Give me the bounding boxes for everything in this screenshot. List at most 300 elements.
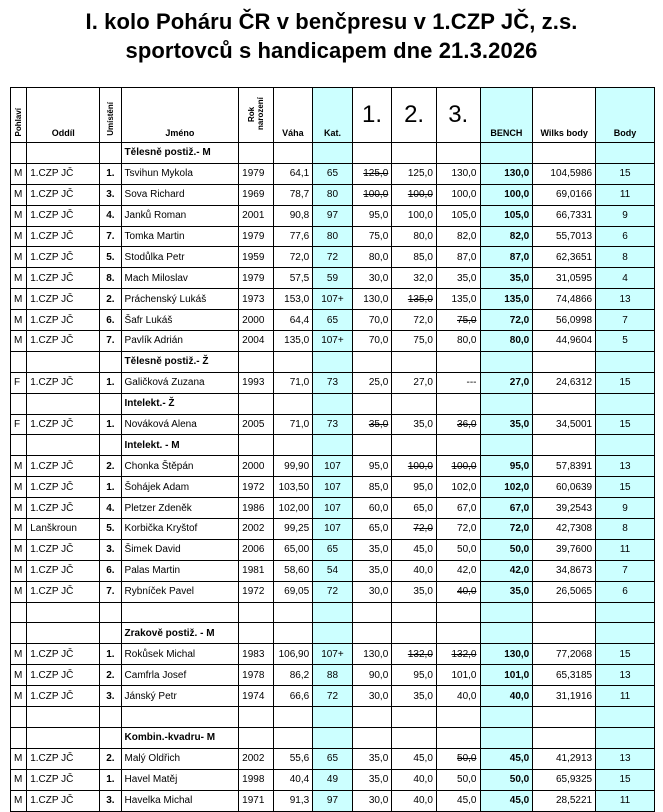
cell-club: 1.CZP JČ	[27, 289, 100, 310]
cell-weight: 153,0	[273, 289, 313, 310]
cell-points: 13	[596, 665, 655, 686]
cell-place: 3.	[100, 790, 121, 811]
cell-points: 15	[596, 163, 655, 184]
cell-attempt-2: 35,0	[392, 686, 437, 707]
cell-bench: 135,0	[480, 289, 533, 310]
cell-year: 2000	[239, 310, 273, 331]
cell-attempt-1: 35,0	[352, 539, 392, 560]
cell-wilks: 24,6312	[533, 372, 596, 393]
cell-place: 1.	[100, 372, 121, 393]
cell-points: 15	[596, 372, 655, 393]
cell-name: Pletzer Zdeněk	[121, 498, 239, 519]
cell-year: 1979	[239, 163, 273, 184]
cell-club: 1.CZP JČ	[27, 163, 100, 184]
cell-attempt-3: 82,0	[436, 226, 480, 247]
cell-attempt-2: 35,0	[392, 581, 437, 602]
cell-attempt-3: 100,0	[436, 184, 480, 205]
category-row	[11, 143, 655, 164]
cell-empty	[27, 623, 100, 644]
cell-bench: 87,0	[480, 247, 533, 268]
cell-attempt-3: 35,0	[436, 268, 480, 289]
table-row	[11, 560, 655, 581]
cell-wilks: 69,0166	[533, 184, 596, 205]
cell-place: 1.	[100, 414, 121, 435]
cell-points: 8	[596, 247, 655, 268]
cell-year: 1979	[239, 226, 273, 247]
cell-attempt-1: 35,0	[352, 769, 392, 790]
cell-empty	[480, 707, 533, 728]
cell-name: Mach Miloslav	[121, 268, 239, 289]
cell-name: Práchenský Lukáš	[121, 289, 239, 310]
cell-name: Galičková Zuzana	[121, 372, 239, 393]
cell-empty	[480, 143, 533, 164]
cell-sex: F	[11, 372, 27, 393]
cell-wilks: 62,3651	[533, 247, 596, 268]
cell-attempt-3: 72,0	[436, 519, 480, 540]
cell-club: 1.CZP JČ	[27, 644, 100, 665]
cell-bench: 130,0	[480, 163, 533, 184]
cell-empty	[313, 393, 353, 414]
cell-attempt-3: ---	[436, 372, 480, 393]
cell-name: Nováková Alena	[121, 414, 239, 435]
cell-attempt-3: 40,0	[436, 581, 480, 602]
cell-weight: 103,50	[273, 477, 313, 498]
cell-attempt-1: 30,0	[352, 268, 392, 289]
table-row	[11, 769, 655, 790]
cell-empty	[533, 623, 596, 644]
cell-year: 2000	[239, 456, 273, 477]
cell-wilks: 57,8391	[533, 456, 596, 477]
cell-wilks: 31,1916	[533, 686, 596, 707]
cell-year: 1959	[239, 247, 273, 268]
cell-sex: M	[11, 205, 27, 226]
header-attempt-3: 3.	[436, 88, 480, 143]
cell-empty	[11, 727, 27, 748]
cell-year: 1986	[239, 498, 273, 519]
cell-empty	[11, 143, 27, 164]
cell-place: 1.	[100, 769, 121, 790]
cell-points: 15	[596, 477, 655, 498]
cell-empty	[352, 623, 392, 644]
cell-empty	[596, 143, 655, 164]
cell-club: 1.CZP JČ	[27, 477, 100, 498]
cell-sex: M	[11, 289, 27, 310]
table-row	[11, 184, 655, 205]
cell-attempt-2: 45,0	[392, 539, 437, 560]
cell-category: 88	[313, 665, 353, 686]
table-row	[11, 665, 655, 686]
header-bench: BENCH	[480, 88, 533, 143]
cell-attempt-3: 45,0	[436, 790, 480, 811]
cell-category: 65	[313, 310, 353, 331]
cell-empty	[100, 707, 121, 728]
cell-category: 72	[313, 247, 353, 268]
cell-attempt-1: 80,0	[352, 247, 392, 268]
cell-empty	[27, 727, 100, 748]
cell-empty	[313, 623, 353, 644]
cell-category: 59	[313, 268, 353, 289]
cell-attempt-2: 95,0	[392, 665, 437, 686]
table-row	[11, 686, 655, 707]
cell-sex: M	[11, 247, 27, 268]
cell-club: 1.CZP JČ	[27, 686, 100, 707]
cell-place: 2.	[100, 748, 121, 769]
cell-category: 97	[313, 790, 353, 811]
cell-attempt-3: 36,0	[436, 414, 480, 435]
cell-points: 7	[596, 310, 655, 331]
cell-category: 80	[313, 226, 353, 247]
cell-sex: M	[11, 748, 27, 769]
cell-name: Rybníček Pavel	[121, 581, 239, 602]
cell-place: 7.	[100, 226, 121, 247]
cell-weight: 55,6	[273, 748, 313, 769]
cell-wilks: 60,0639	[533, 477, 596, 498]
cell-weight: 135,0	[273, 331, 313, 352]
cell-category: 107	[313, 456, 353, 477]
cell-sex: M	[11, 456, 27, 477]
cell-empty	[239, 393, 273, 414]
cell-empty	[352, 602, 392, 623]
cell-club: 1.CZP JČ	[27, 498, 100, 519]
table-row	[11, 268, 655, 289]
cell-year: 1981	[239, 560, 273, 581]
cell-year: 2005	[239, 414, 273, 435]
cell-bench: 27,0	[480, 372, 533, 393]
table-row	[11, 289, 655, 310]
blank-row	[11, 602, 655, 623]
cell-attempt-2: 72,0	[392, 519, 437, 540]
cell-empty	[392, 623, 437, 644]
cell-attempt-1: 130,0	[352, 289, 392, 310]
header-pohlavi: Pohlaví	[11, 88, 27, 143]
cell-category: 107	[313, 519, 353, 540]
cell-wilks: 77,2068	[533, 644, 596, 665]
cell-empty	[596, 727, 655, 748]
category-label: Intelekt.- Ž	[121, 393, 239, 414]
cell-empty	[436, 602, 480, 623]
cell-club: 1.CZP JČ	[27, 581, 100, 602]
cell-weight: 99,90	[273, 456, 313, 477]
cell-empty	[480, 623, 533, 644]
cell-name: Šafr Lukáš	[121, 310, 239, 331]
category-label: Kombin.-kvadru- M	[121, 727, 239, 748]
cell-attempt-2: 72,0	[392, 310, 437, 331]
cell-club: 1.CZP JČ	[27, 769, 100, 790]
cell-empty	[596, 393, 655, 414]
cell-empty	[11, 435, 27, 456]
cell-attempt-1: 60,0	[352, 498, 392, 519]
cell-category: 73	[313, 414, 353, 435]
cell-year: 1972	[239, 477, 273, 498]
cell-attempt-1: 90,0	[352, 665, 392, 686]
cell-empty	[273, 351, 313, 372]
cell-bench: 35,0	[480, 414, 533, 435]
cell-points: 11	[596, 686, 655, 707]
cell-category: 65	[313, 163, 353, 184]
cell-points: 6	[596, 226, 655, 247]
cell-attempt-1: 100,0	[352, 184, 392, 205]
cell-empty	[313, 143, 353, 164]
cell-category: 107+	[313, 331, 353, 352]
cell-club: 1.CZP JČ	[27, 310, 100, 331]
cell-points: 15	[596, 769, 655, 790]
cell-empty	[596, 351, 655, 372]
cell-name: Korbička Kryštof	[121, 519, 239, 540]
cell-empty	[392, 602, 437, 623]
category-label: Intelekt. - M	[121, 435, 239, 456]
header-rok: Rok narození	[239, 88, 273, 143]
cell-category: 65	[313, 748, 353, 769]
cell-bench: 67,0	[480, 498, 533, 519]
table-row	[11, 414, 655, 435]
cell-wilks: 74,4866	[533, 289, 596, 310]
cell-place: 5.	[100, 247, 121, 268]
cell-empty	[100, 623, 121, 644]
cell-weight: 72,0	[273, 247, 313, 268]
header-oddil: Oddíl	[27, 88, 100, 143]
cell-empty	[480, 435, 533, 456]
cell-empty	[533, 602, 596, 623]
cell-club: 1.CZP JČ	[27, 748, 100, 769]
cell-sex: M	[11, 686, 27, 707]
cell-club: 1.CZP JČ	[27, 456, 100, 477]
header-jmeno: Jméno	[121, 88, 239, 143]
cell-club: 1.CZP JČ	[27, 247, 100, 268]
cell-sex: M	[11, 310, 27, 331]
cell-points: 9	[596, 205, 655, 226]
cell-attempt-2: 132,0	[392, 644, 437, 665]
cell-bench: 100,0	[480, 184, 533, 205]
cell-attempt-1: 125,0	[352, 163, 392, 184]
cell-attempt-3: 40,0	[436, 686, 480, 707]
cell-bench: 72,0	[480, 519, 533, 540]
cell-empty	[392, 435, 437, 456]
cell-points: 5	[596, 331, 655, 352]
category-row	[11, 351, 655, 372]
cell-attempt-3: 42,0	[436, 560, 480, 581]
cell-wilks: 39,7600	[533, 539, 596, 560]
cell-weight: 58,60	[273, 560, 313, 581]
cell-empty	[273, 435, 313, 456]
results-table	[10, 87, 655, 812]
cell-year: 1979	[239, 268, 273, 289]
category-row	[11, 623, 655, 644]
cell-sex: M	[11, 644, 27, 665]
cell-wilks: 34,5001	[533, 414, 596, 435]
cell-year: 1998	[239, 769, 273, 790]
cell-place: 6.	[100, 310, 121, 331]
cell-empty	[11, 393, 27, 414]
cell-attempt-2: 40,0	[392, 560, 437, 581]
cell-sex: M	[11, 560, 27, 581]
cell-empty	[596, 707, 655, 728]
cell-wilks: 104,5986	[533, 163, 596, 184]
cell-club: 1.CZP JČ	[27, 414, 100, 435]
cell-attempt-3: 132,0	[436, 644, 480, 665]
table-row	[11, 205, 655, 226]
cell-empty	[480, 727, 533, 748]
cell-club: 1.CZP JČ	[27, 226, 100, 247]
cell-attempt-2: 100,0	[392, 184, 437, 205]
cell-attempt-2: 85,0	[392, 247, 437, 268]
cell-bench: 130,0	[480, 644, 533, 665]
cell-club: 1.CZP JČ	[27, 372, 100, 393]
table-row	[11, 247, 655, 268]
cell-year: 2002	[239, 519, 273, 540]
cell-year: 1993	[239, 372, 273, 393]
cell-points: 13	[596, 748, 655, 769]
cell-attempt-1: 65,0	[352, 519, 392, 540]
cell-attempt-1: 35,0	[352, 748, 392, 769]
cell-year: 2001	[239, 205, 273, 226]
cell-attempt-1: 75,0	[352, 226, 392, 247]
cell-wilks: 34,8673	[533, 560, 596, 581]
cell-place: 2.	[100, 665, 121, 686]
cell-attempt-2: 27,0	[392, 372, 437, 393]
cell-empty	[27, 393, 100, 414]
table-row	[11, 539, 655, 560]
cell-attempt-1: 35,0	[352, 414, 392, 435]
cell-attempt-2: 125,0	[392, 163, 437, 184]
cell-empty	[313, 707, 353, 728]
cell-attempt-2: 32,0	[392, 268, 437, 289]
category-label: Zrakově postiž. - M	[121, 623, 239, 644]
cell-empty	[273, 143, 313, 164]
page-title-line1: I. kolo Poháru ČR v benčpresu v 1.CZP JČ, z.s.	[85, 9, 578, 34]
cell-weight: 91,3	[273, 790, 313, 811]
cell-attempt-2: 45,0	[392, 748, 437, 769]
cell-points: 13	[596, 456, 655, 477]
cell-bench: 50,0	[480, 769, 533, 790]
category-row	[11, 393, 655, 414]
cell-place: 1.	[100, 477, 121, 498]
cell-empty	[100, 143, 121, 164]
cell-empty	[480, 393, 533, 414]
cell-empty	[313, 602, 353, 623]
cell-name: Havel Matěj	[121, 769, 239, 790]
cell-attempt-1: 30,0	[352, 581, 392, 602]
cell-weight: 65,00	[273, 539, 313, 560]
cell-name: Rokůsek Michal	[121, 644, 239, 665]
cell-year: 2004	[239, 331, 273, 352]
cell-name: Šohájek Adam	[121, 477, 239, 498]
cell-sex: M	[11, 226, 27, 247]
category-label: Tělesně postiž.- Ž	[121, 351, 239, 372]
cell-name: Chonka Štěpán	[121, 456, 239, 477]
cell-name: Janků Roman	[121, 205, 239, 226]
cell-points: 6	[596, 581, 655, 602]
cell-empty	[11, 707, 27, 728]
cell-empty	[239, 623, 273, 644]
cell-club: 1.CZP JČ	[27, 184, 100, 205]
cell-sex: M	[11, 163, 27, 184]
cell-wilks: 31,0595	[533, 268, 596, 289]
cell-place: 2.	[100, 289, 121, 310]
cell-empty	[273, 602, 313, 623]
cell-category: 107+	[313, 289, 353, 310]
table-row	[11, 456, 655, 477]
cell-sex: M	[11, 477, 27, 498]
cell-points: 11	[596, 539, 655, 560]
cell-empty	[273, 393, 313, 414]
cell-sex: M	[11, 268, 27, 289]
cell-empty	[100, 727, 121, 748]
cell-attempt-3: 50,0	[436, 748, 480, 769]
cell-wilks: 39,2543	[533, 498, 596, 519]
cell-attempt-2: 80,0	[392, 226, 437, 247]
cell-attempt-2: 35,0	[392, 414, 437, 435]
cell-attempt-1: 25,0	[352, 372, 392, 393]
cell-empty	[273, 707, 313, 728]
cell-sex: M	[11, 769, 27, 790]
cell-bench: 35,0	[480, 581, 533, 602]
cell-empty	[239, 351, 273, 372]
cell-weight: 99,25	[273, 519, 313, 540]
cell-attempt-1: 130,0	[352, 644, 392, 665]
cell-empty	[313, 351, 353, 372]
cell-empty	[313, 727, 353, 748]
cell-club: 1.CZP JČ	[27, 331, 100, 352]
cell-attempt-1: 95,0	[352, 205, 392, 226]
cell-name: Pavlík Adrián	[121, 331, 239, 352]
cell-empty	[533, 393, 596, 414]
cell-wilks: 55,7013	[533, 226, 596, 247]
table-row	[11, 226, 655, 247]
cell-bench: 72,0	[480, 310, 533, 331]
cell-points: 15	[596, 414, 655, 435]
cell-attempt-3: 87,0	[436, 247, 480, 268]
cell-bench: 95,0	[480, 456, 533, 477]
cell-name: Palas Martin	[121, 560, 239, 581]
cell-attempt-2: 40,0	[392, 769, 437, 790]
blank-row	[11, 707, 655, 728]
cell-empty	[27, 602, 100, 623]
cell-place: 3.	[100, 184, 121, 205]
cell-name: Tsvihun Mykola	[121, 163, 239, 184]
cell-club: Lanškroun	[27, 519, 100, 540]
table-row	[11, 477, 655, 498]
cell-category: 73	[313, 372, 353, 393]
cell-club: 1.CZP JČ	[27, 268, 100, 289]
cell-empty	[436, 393, 480, 414]
cell-place: 3.	[100, 539, 121, 560]
cell-place: 7.	[100, 581, 121, 602]
table-body	[11, 143, 655, 812]
cell-attempt-2: 100,0	[392, 456, 437, 477]
cell-empty	[121, 707, 239, 728]
cell-empty	[313, 435, 353, 456]
cell-place: 1.	[100, 644, 121, 665]
cell-sex: M	[11, 665, 27, 686]
category-row	[11, 727, 655, 748]
cell-empty	[239, 435, 273, 456]
cell-attempt-2: 65,0	[392, 498, 437, 519]
cell-name: Jánský Petr	[121, 686, 239, 707]
cell-empty	[27, 143, 100, 164]
cell-sex: M	[11, 498, 27, 519]
cell-bench: 50,0	[480, 539, 533, 560]
cell-name: Šimek David	[121, 539, 239, 560]
cell-empty	[436, 435, 480, 456]
cell-points: 8	[596, 519, 655, 540]
cell-empty	[596, 602, 655, 623]
category-row	[11, 435, 655, 456]
cell-empty	[352, 435, 392, 456]
cell-category: 72	[313, 581, 353, 602]
cell-attempt-3: 130,0	[436, 163, 480, 184]
cell-category: 107	[313, 498, 353, 519]
cell-attempt-3: 50,0	[436, 539, 480, 560]
